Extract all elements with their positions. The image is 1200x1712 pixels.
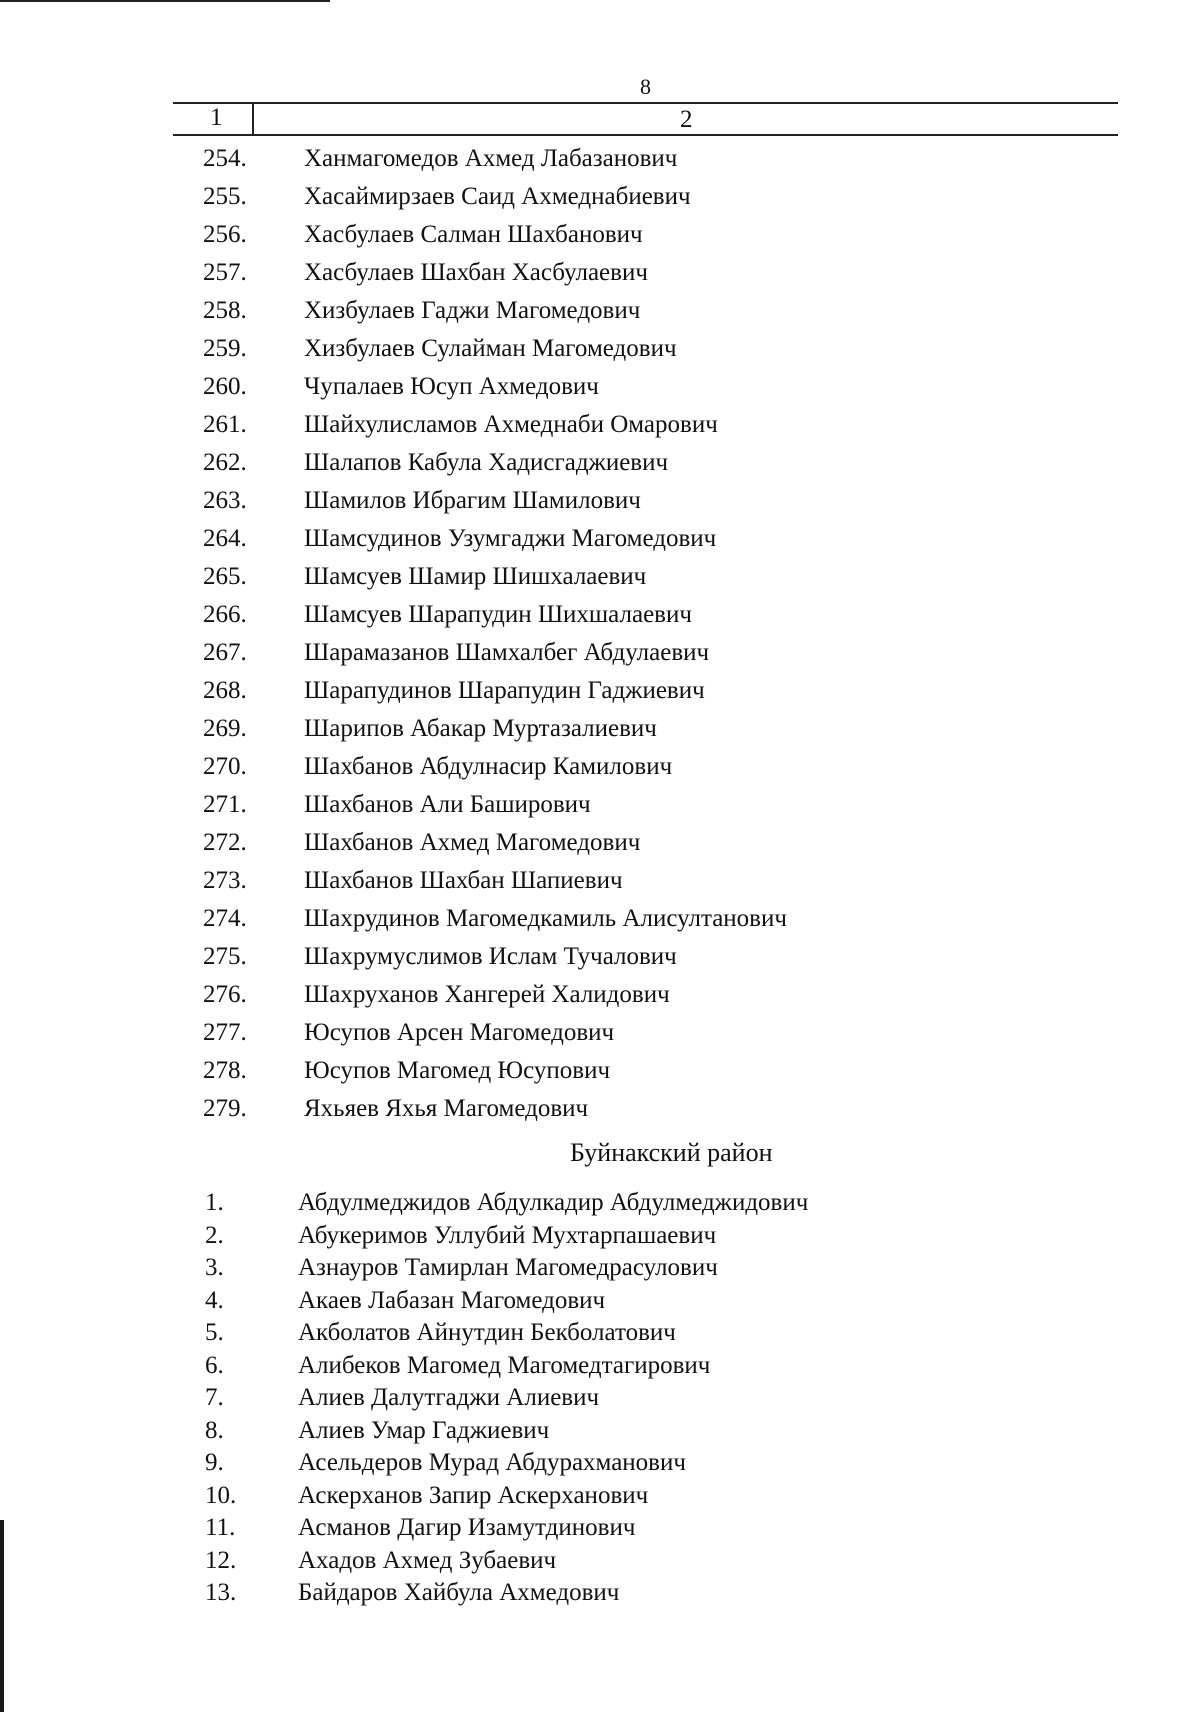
list-item-number: 4. — [205, 1286, 224, 1314]
list-item-name: Ахадов Ахмед Зубаевич — [298, 1546, 557, 1574]
list-item — [0, 1220, 1200, 1253]
page-number: 8 — [640, 74, 651, 99]
list-item — [0, 1317, 1200, 1350]
list-item — [0, 634, 1200, 672]
list-item-number: 266. — [203, 601, 247, 628]
list-item-name: Аскерханов Запир Аскерханович — [298, 1481, 649, 1509]
list-item-name: Хизбулаев Сулайман Магомедович — [304, 335, 677, 362]
list-item — [0, 482, 1200, 520]
list-item-name: Алибеков Магомед Магомедтагирович — [298, 1351, 711, 1379]
list-item-number: 259. — [203, 335, 247, 362]
list-item-name: Яхьяев Яхья Магомедович — [304, 1095, 589, 1122]
list-item-number: 258. — [203, 297, 247, 324]
list-item — [0, 862, 1200, 900]
list-item — [0, 1350, 1200, 1383]
table-rule-top — [173, 102, 1118, 104]
list-item-number: 267. — [203, 639, 247, 666]
list-item — [0, 140, 1200, 178]
list-item-number: 272. — [203, 829, 247, 856]
list-item — [0, 1545, 1200, 1578]
list-item — [0, 1052, 1200, 1090]
list-item-number: 7. — [205, 1384, 224, 1411]
list-item-number: 9. — [205, 1449, 224, 1476]
list-item-number: 271. — [203, 791, 247, 818]
list-item — [0, 672, 1200, 710]
list-item-name: Шарамазанов Шамхалбег Абдулаевич — [304, 639, 710, 666]
list-item — [0, 1382, 1200, 1415]
list-item-number: 256. — [203, 221, 247, 248]
table-column-separator — [252, 102, 254, 134]
list-item-number: 277. — [203, 1019, 247, 1046]
list-item-name: Акболатов Айнутдин Бекболатович — [298, 1319, 676, 1346]
list-item-name: Шарипов Абакар Муртазалиевич — [304, 715, 657, 742]
list-item-number: 276. — [203, 981, 247, 1008]
list-item — [0, 1415, 1200, 1448]
list-item-name: Шахбанов Абдулнасир Камилович — [304, 753, 673, 780]
list-item-number: 270. — [203, 753, 247, 780]
list-item-name: Шамилов Ибрагим Шамилович — [304, 487, 641, 514]
list-item-name: Юсупов Арсен Магомедович — [304, 1019, 615, 1046]
list-item-name: Байдаров Хайбула Ахмедович — [298, 1579, 620, 1606]
list-item-name: Шарапудинов Шарапудин Гаджиевич — [304, 677, 705, 704]
list-item — [0, 254, 1200, 292]
list-item — [0, 216, 1200, 254]
scan-edge-top — [0, 0, 330, 2]
list-item — [0, 1014, 1200, 1052]
list-item — [0, 1252, 1200, 1285]
list-item-number: 268. — [203, 677, 247, 704]
list-item-number: 13. — [205, 1579, 237, 1606]
list-item — [0, 292, 1200, 330]
list-item-number: 264. — [203, 525, 247, 552]
list-item-number: 269. — [203, 715, 247, 742]
list-item-name: Шахрудинов Магомедкамиль Алисултанович — [304, 905, 787, 932]
list-item — [0, 1090, 1200, 1128]
list-item-name: Абдулмеджидов Абдулкадир Абдулмеджидович — [298, 1189, 809, 1216]
list-item-name: Хасаймирзаев Саид Ахмеднабиевич — [304, 183, 691, 210]
list-item-number: 10. — [205, 1481, 237, 1509]
list-item — [0, 368, 1200, 406]
list-item-name: Алиев Умар Гаджиевич — [298, 1416, 550, 1444]
list-item-number: 261. — [203, 411, 247, 438]
list-item — [0, 748, 1200, 786]
list-item — [0, 558, 1200, 596]
list-item — [0, 938, 1200, 976]
list-item-name: Шахруханов Хангерей Халидович — [304, 981, 670, 1008]
list-item-name: Хасбулаев Шахбан Хасбулаевич — [304, 259, 648, 286]
list-item-number: 274. — [203, 905, 247, 932]
list-item — [0, 1577, 1200, 1610]
list-item-number: 278. — [203, 1057, 247, 1084]
list-item-number: 263. — [203, 487, 247, 514]
list-item-name: Хизбулаев Гаджи Магомедович — [304, 297, 641, 324]
list-item-number: 260. — [203, 373, 247, 400]
list-item-name: Чупалаев Юсуп Ахмедович — [304, 373, 599, 400]
list-item-number: 5. — [205, 1319, 224, 1346]
list-item — [0, 900, 1200, 938]
table-header-col1: 1 — [210, 104, 223, 131]
list-item-number: 3. — [205, 1254, 224, 1281]
list-item — [0, 596, 1200, 634]
list-item-name: Юсупов Магомед Юсупович — [304, 1057, 611, 1084]
list-item-name: Шахбанов Шахбан Шапиевич — [304, 867, 623, 894]
list-item-name: Акаев Лабазан Магомедович — [298, 1286, 606, 1314]
list-item — [0, 786, 1200, 824]
list-item-name: Шамсуев Шарапудин Шихшалаевич — [304, 601, 692, 628]
list-item-name: Абукеримов Уллубий Мухтарпашаевич — [298, 1221, 717, 1249]
list-item-name: Шахбанов Ахмед Магомедович — [304, 829, 641, 856]
list-item-number: 275. — [203, 943, 247, 970]
list-item-name: Асельдеров Мурад Абдурахманович — [298, 1449, 686, 1476]
list-item-name: Шахрумуслимов Ислам Тучалович — [304, 943, 677, 970]
list-item — [0, 976, 1200, 1014]
list-item-number: 279. — [203, 1095, 247, 1122]
list-item-number: 11. — [205, 1514, 236, 1541]
list-item — [0, 710, 1200, 748]
list-item-number: 262. — [203, 449, 247, 476]
list-item-number: 8. — [205, 1416, 224, 1444]
list-item-name: Шахбанов Али Баширович — [304, 791, 591, 818]
list-item-number: 257. — [203, 259, 247, 286]
list-item-number: 6. — [205, 1351, 224, 1379]
list-item-number: 265. — [203, 563, 247, 590]
list-item — [0, 444, 1200, 482]
list-item-name: Шамсуев Шамир Шишхалаевич — [304, 563, 647, 590]
list-item — [0, 1285, 1200, 1318]
list-item-number: 1. — [205, 1189, 224, 1216]
list-item-name: Азнауров Тамирлан Магомедрасулович — [298, 1254, 718, 1281]
list-item — [0, 1187, 1200, 1220]
list-item-number: 254. — [203, 145, 247, 172]
list-item — [0, 1447, 1200, 1480]
section-name-list — [0, 1187, 1200, 1610]
list-item-number: 273. — [203, 867, 247, 894]
list-item — [0, 1512, 1200, 1545]
list-item-name: Шамсудинов Узумгаджи Магомедович — [304, 525, 717, 552]
section-title: Буйнакский район — [570, 1138, 773, 1167]
list-item-name: Ханмагомедов Ахмед Лабазанович — [304, 145, 678, 172]
list-item — [0, 520, 1200, 558]
list-item — [0, 824, 1200, 862]
list-item — [0, 178, 1200, 216]
list-item — [0, 1480, 1200, 1513]
list-item-name: Хасбулаев Салман Шахбанович — [304, 221, 643, 248]
list-item-number: 2. — [205, 1221, 224, 1249]
list-item — [0, 406, 1200, 444]
list-item-number: 12. — [205, 1546, 237, 1574]
list-item-name: Алиев Далутгаджи Алиевич — [298, 1384, 600, 1411]
list-item-name: Шалапов Кабула Хадисгаджиевич — [304, 449, 669, 476]
list-item-name: Шайхулисламов Ахмеднаби Омарович — [304, 411, 718, 438]
table-rule-header — [173, 134, 1118, 136]
list-item-name: Асманов Дагир Изамутдинович — [298, 1514, 636, 1541]
main-name-list — [0, 140, 1200, 1128]
table-header-col2: 2 — [680, 106, 693, 133]
list-item — [0, 330, 1200, 368]
list-item-number: 255. — [203, 183, 247, 210]
